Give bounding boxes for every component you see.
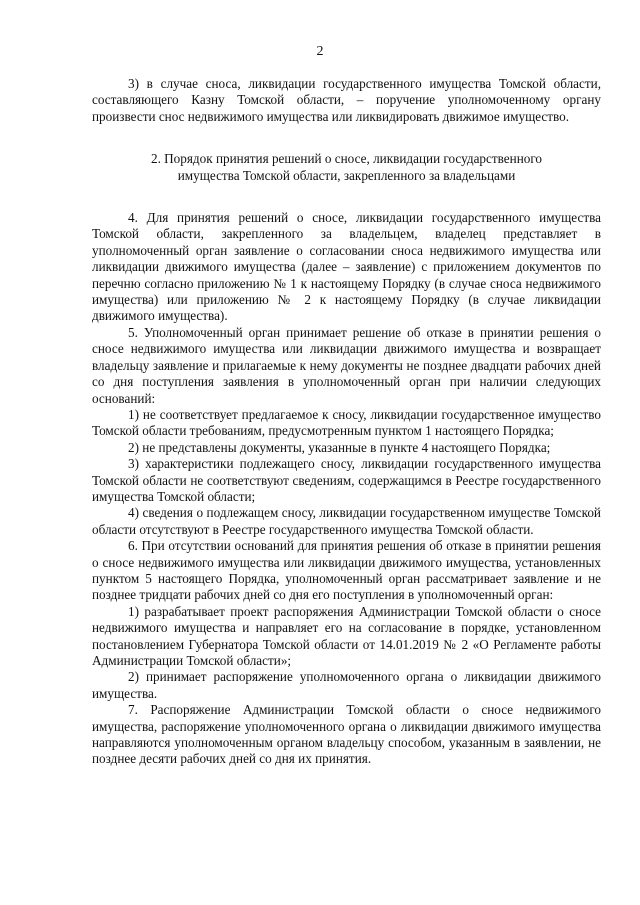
paragraph-6: 6. При отсутствии оснований для принятия решения об отказе в принятии решения о сносе недвижимого имущества или ликвидации движимого имущества, установленных пунктом 5 настоящего Порядка, уполномоченный орган рассматривает заявление и не позднее тридцати рабочих дней со дня его поступления в уполномоченный орган: [92, 538, 601, 603]
paragraph-7: 7. Распоряжение Администрации Томской области о сносе недвижимого имущества, распоряжение уполномоченного органа о ликвидации движимого имущества направляются уполномоченным органом владельцу способом, указанным в заявлении, не позднее десяти рабочих дней со дня их принятия. [92, 702, 601, 767]
paragraph-5-item-2: 2) не представлены документы, указанные в пункте 4 настоящего Порядка; [128, 439, 551, 455]
paragraph-6-item-1: 1) разрабатывает проект распоряжения Администрации Томской области о сносе недвижимого имущества и направляет его на согласование в порядке, установленном постановлением Губернатора Томской области от 14.01.2019 № 2 «О Регламенте работы Администрации Томской области»; [92, 603, 601, 668]
paragraph-5-item-3: 3) характеристики подлежащего сносу, ликвидации государственного имущества Томской области не соответствуют сведениям, содержащимся в Реестре государственного имущества Томской области; [92, 456, 601, 504]
section-heading-line-2: имущества Томской области, закрепленного за владельцами [177, 167, 516, 183]
paragraph-6-item-2: 2) принимает распоряжение уполномоченного органа о ликвидации движимого имущества. [92, 669, 601, 701]
section-heading [92, 151, 601, 184]
paragraph-5: 5. Уполномоченный орган принимает решение об отказе в принятии решения о сносе недвижимого имущества или ликвидации движимого имущества и возвращает владельцу заявление и прилагаемые к нему документы не позднее двадцати рабочих дней со дня поступления заявления в уполномоченный орган при наличии следующих оснований: [92, 324, 601, 406]
paragraph-4: 4. Для принятия решений о сносе, ликвидации государственного имущества Томской области, закрепленного за владельцем, владелец представляет в уполномоченный орган заявление о согласовании сноса недвижимого имущества или ликвидации движимого имущества (далее – заявление) с приложением документов по перечню согласно приложению № 1 к настоящему Порядку (в случае сноса недвижимого имущества) или приложению № 2 к настоящему Порядку (в случае ликвидации движимого имущества). [92, 210, 601, 324]
page-number: 2 [316, 44, 324, 59]
document-body [92, 76, 601, 768]
paragraph-5-item-1: 1) не соответствует предлагаемое к сносу, ликвидации государственное имущество Томской области требованиям, предусмотренным пунктом 1 настоящего Порядка; [92, 406, 601, 439]
section-heading-line-1: 2. Порядок принятия решений о сносе, ликвидации государственного [150, 151, 543, 167]
paragraph-5-item-4: 4) сведения о подлежащем сносу, ликвидации государственном имуществе Томской области отсутствуют в Реестре государственного имущества Томской области. [92, 505, 601, 537]
paragraph-3-demolition-order: 3) в случае сноса, ликвидации государственного имущества Томской области, составляющего Казну Томской области, – поручение уполномоченному органу произвести снос недвижимого имущества или ликвидировать движимое имущество. [92, 76, 601, 124]
